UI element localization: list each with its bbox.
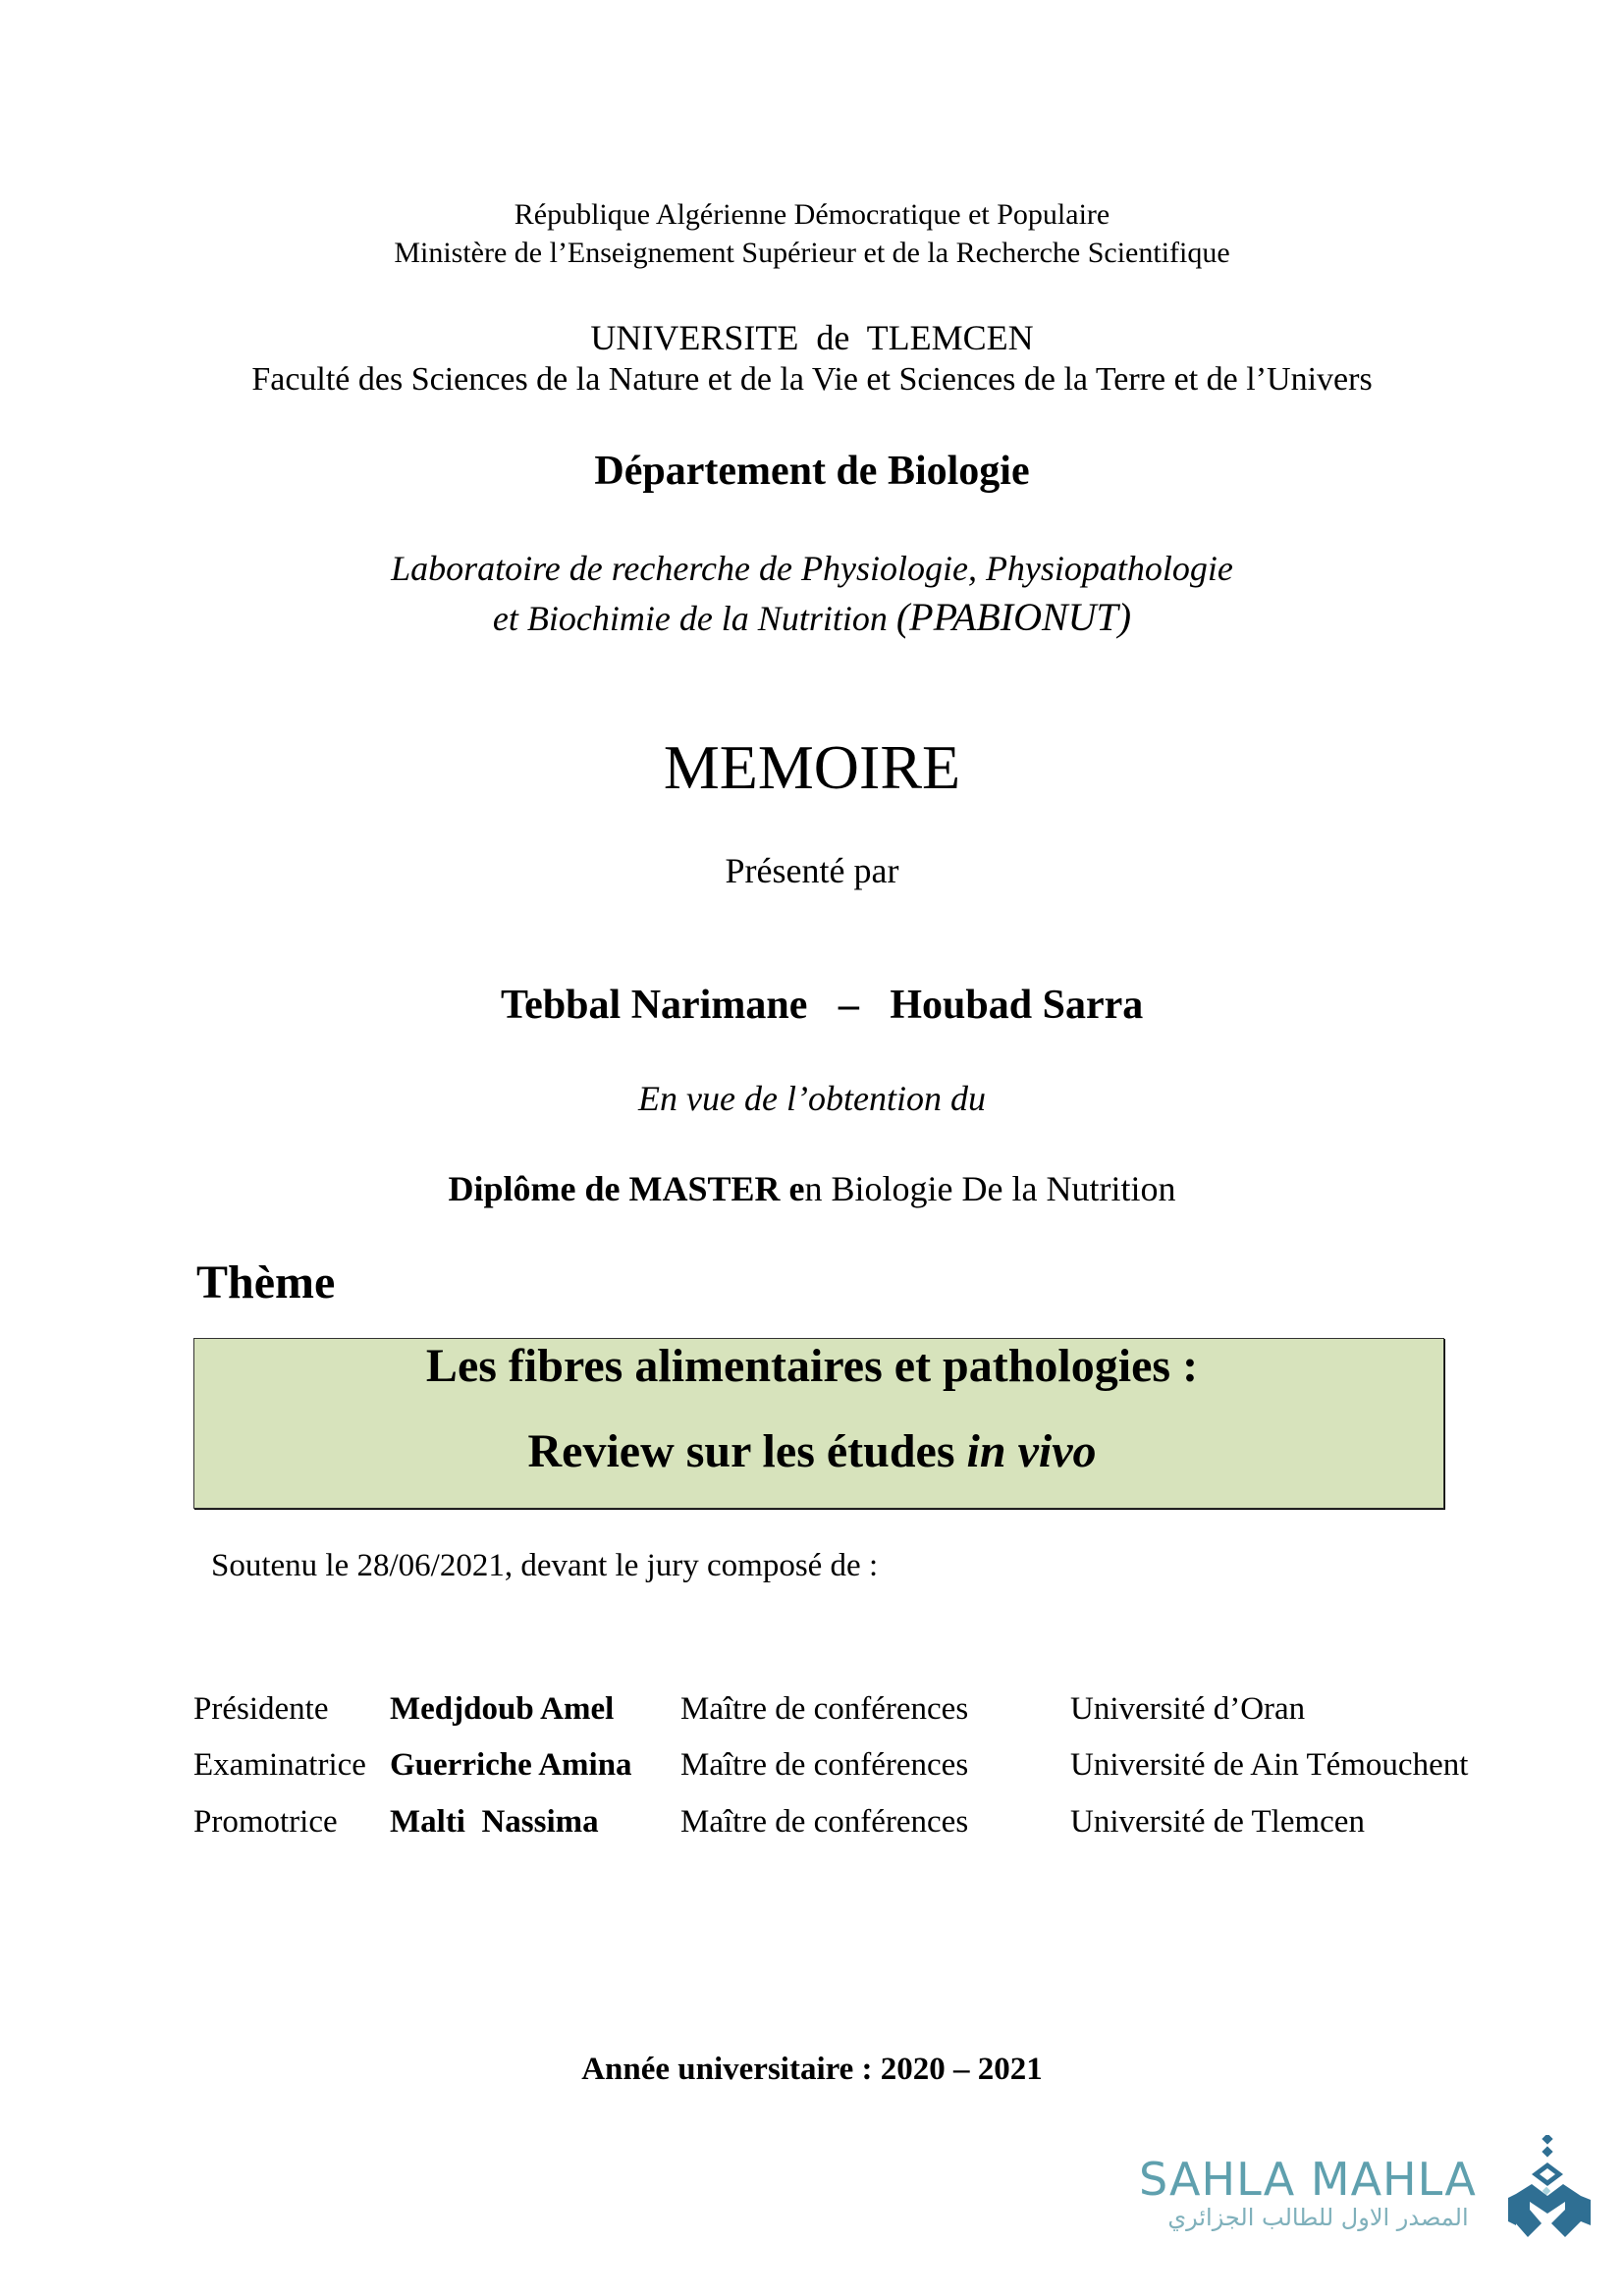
theme-title-line-2 xyxy=(0,1425,1624,1477)
purpose-line: En vue de l’obtention du xyxy=(638,1079,986,1118)
diploma-line xyxy=(0,1171,1624,1206)
lab-acronym: (PPABIONUT) xyxy=(895,595,1132,639)
logo-tagline: المصدر الاول للطالب الجزائري xyxy=(1167,2204,1469,2231)
jury-rank: Maître de conférences xyxy=(680,1804,969,1840)
jury-role: Promotrice xyxy=(193,1804,338,1840)
jury-role: Examinatrice xyxy=(193,1747,366,1783)
calligraphy-emblem-icon xyxy=(1502,2135,1596,2243)
jury-institution: Université de Ain Témouchent xyxy=(1070,1747,1469,1783)
sahla-mahla-logo xyxy=(1139,2135,1600,2243)
lab-line-2 xyxy=(0,595,1624,639)
jury-rank: Maître de conférences xyxy=(680,1691,969,1727)
lab-name: et Biochimie de la Nutrition xyxy=(492,599,888,638)
author-separator: – xyxy=(838,983,859,1028)
logo-wordmark: SAHLA MAHLA xyxy=(1139,2153,1477,2206)
lab-line-1: Laboratoire de recherche de Physiologie, Physiopathologie xyxy=(391,549,1233,588)
defense-intro: Soutenu le 28/06/2021, devant le jury composé de : xyxy=(211,1548,879,1583)
faculty-name: Faculté des Sciences de la Nature et de la Vie et Sciences de la Terre et de l’Univers xyxy=(251,361,1373,398)
jury-institution: Université de Tlemcen xyxy=(1070,1804,1365,1840)
theme-title-main: Review sur les études xyxy=(527,1425,967,1477)
author-2: Houbad Sarra xyxy=(890,983,1144,1028)
jury-name: Guerriche Amina xyxy=(390,1747,632,1783)
authors xyxy=(0,943,1624,1026)
jury-name: Medjdoub Amel xyxy=(390,1691,615,1727)
jury-name: Malti Nassima xyxy=(390,1804,599,1840)
department-name: Département de Biologie xyxy=(594,449,1030,494)
academic-year: Année universitaire : 2020 – 2021 xyxy=(581,2052,1043,2087)
university-name: UNIVERSITE de TLEMCEN xyxy=(590,318,1034,357)
memoire-title: MEMOIRE xyxy=(663,732,961,802)
jury-role: Présidente xyxy=(193,1691,329,1727)
diploma-field: n Biologie De la Nutrition xyxy=(804,1169,1176,1208)
jury-rank: Maître de conférences xyxy=(680,1747,969,1783)
presented-by: Présenté par xyxy=(725,851,899,890)
theme-title-italic: in vivo xyxy=(966,1425,1097,1477)
republic-line: République Algérienne Démocratique et Populaire xyxy=(514,198,1110,231)
diploma-bold: Diplôme de MASTER e xyxy=(448,1169,805,1208)
author-1: Tebbal Narimane xyxy=(501,983,808,1028)
theme-label: Thème xyxy=(196,1256,336,1308)
jury-institution: Université d’Oran xyxy=(1070,1691,1306,1727)
ministry-line: Ministère de l’Enseignement Supérieur et de la Recherche Scientifique xyxy=(394,237,1230,269)
theme-title-line-1: Les fibres alimentaires et pathologies : xyxy=(425,1340,1199,1392)
